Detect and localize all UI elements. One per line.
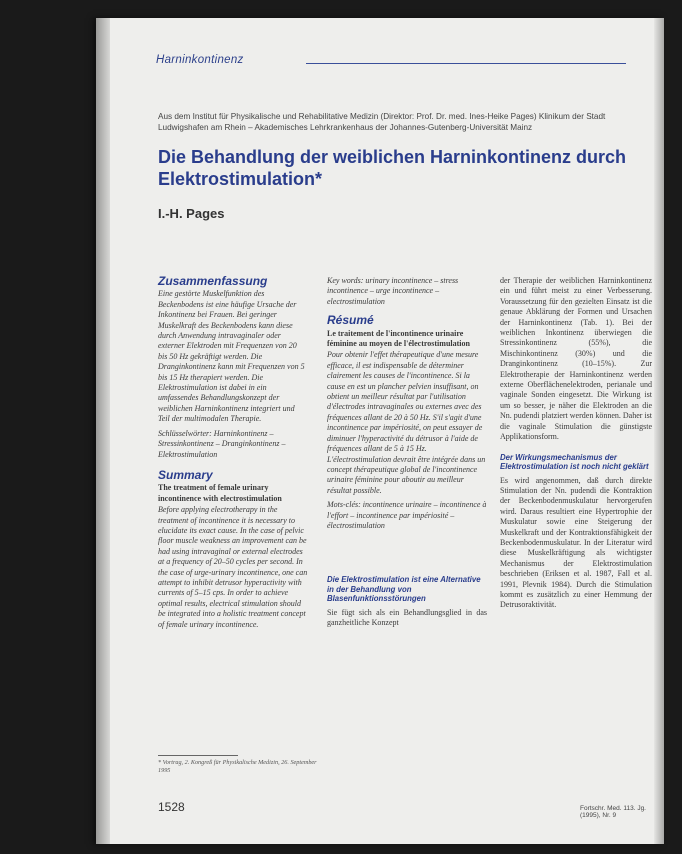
column-2 (327, 276, 487, 629)
zusammenfassung-keywords: Schlüsselwörter: Harninkontinenz – Stressinkontinenz – Dranginkontinenz – Elektrostimulation (158, 428, 286, 459)
col2-body: Sie fügt sich als ein Behandlungsglied in das ganzheitliche Konzept (327, 607, 487, 628)
summary-keywords: Key words: urinary incontinence – stress incontinence – urge incontinence – electrostimulation (327, 276, 459, 306)
summary-subtitle: The treatment of female urinary incontinence with electrostimulation (158, 483, 282, 503)
author: I.-H. Pages (158, 206, 225, 221)
col3-subheading: Der Wirkungsmechanismus der Elektrostimulation ist noch nicht geklärt (500, 452, 649, 471)
page-edge (654, 18, 664, 844)
summary-text: Before applying electrotherapy in the treatment of incontinence it is necessary to elucidate its exact cause. In the case of pelvic floor muscle weakness an improvement can be had using intravaginal or external electrodes at a frequency of 20–50 cycles per second. In the case of urge-urinary incontinence, one can attempt to inhibit detrusor hyperactivity with currents of 5–15 cps. In order to achieve optimal results, electrical stimulation should be integrated into a holistic treatment concept of female urinary incontinence. (158, 505, 308, 629)
resume-keywords: Mots-clés: incontinence urinaire – incontinence à l'effort – incontinence par impériosité – électrostimulation (327, 500, 487, 530)
column-3 (500, 276, 652, 611)
page-spine-shadow (96, 18, 110, 844)
resume-text: Pour obtenir l'effet thérapeutique d'une mesure efficace, il est indispensable de déterminer clairement les causes de l'incontinence. Si la cause en est un plancher pelvien insuffisant, on obtient un meilleur résultat par l'utilisation d'électrodes intravaginales ou externes avec des fréquences allant de 20 à 50 Hz. S'il s'agit d'une incontinence par impériosité, on peut essayer de diminuer l'hyperactivité du détrusor à l'aide de fréquences allant de 5 à 15 Hz. L'électrostimulation devrait être intégrée dans un concept thérapeutique global de l'incontinence urinaire féminine pour aboutir au meilleur résultat possible. (327, 350, 486, 495)
zusammenfassung-heading: Zusammenfassung (158, 274, 268, 288)
resume-subtitle: Le traitement de l'incontinence urinaire féminine au moyen de l'électrostimulation (327, 328, 470, 349)
summary-heading: Summary (158, 467, 213, 482)
resume-heading: Résumé (327, 313, 374, 328)
journal-reference: Fortschr. Med. 113. Jg. (1995), Nr. 9 (580, 805, 646, 819)
footnote: * Vortrag, 2. Kongreß für Physikalische Medizin, 26. September 1995 (158, 759, 317, 774)
section-header-rule (306, 63, 626, 64)
section-header: Harninkontinenz (156, 54, 244, 66)
zusammenfassung-text: Eine gestörte Muskelfunktion des Beckenbodens ist eine häufige Ursache der Inkontinenz bei Frauen. Bei geringer Muskelkraft des Beckenbodens kann diese durch Anwendung intravaginaler oder externer Elektroden mit Frequenzen von 20 bis 50 Hz gekräftigt werden. Die Dranginkontinenz kann mit Frequenzen von 5 bis 15 Hz therapiert werden. Die Elektrostimulation ist dabei in ein umfassendes Behandlungskonzept der weiblichen Harninkontinenz integriert und Teil der multimodalen Therapie. (158, 289, 305, 424)
col2-subheading: Die Elektrostimulation ist eine Alternative in der Behandlung von Blasenfunktionsstörungen (327, 575, 481, 604)
column-1 (158, 276, 308, 630)
col3-body-2: Es wird angenommen, daß durch direkte Stimulation der Nn. pudendi die Kontraktion der Beckenbodenmuskulatur hervorgerufen wird. Daraus resultiert eine Hypertrophie der Muskulatur sowie eine Steigerung der Muskelkraft und der Kontraktionsfähigkeit der Beckenbodenmuskulatur. In der Literatur wird diese Muskelkräftigung als wichtigster Mechanismus der Elektrostimulation beschrieben (Eriksen et al. 1987, Fall et al. 1991, Plevnik 1984). Durch die Stimulation kommt es zusätzlich zu einer Hemmung der Detrusoraktivität. (500, 475, 652, 610)
page-number: 1528 (158, 800, 185, 814)
journal-page (96, 18, 664, 844)
col3-body-1: der Therapie der weiblichen Harninkontinenz ein und führt meist zu einer Verbesserung. Voraussetzung für den gezielten Einsatz ist die genaue Abklärung der Formen und Ursachen der Harninkontinenz (Tab. 1). Bei der weiblichen Inkontinenz überwiegen die Stressinkontinenz (55%), die Mischinkontinenz (30%) und die Dranginkontinenz (10–15%). Zur Elektrotherapie der Harninkontinenz werden externe Oberflächenelektroden, perianale und vaginale Sonden eingesetzt. Die Wirkung ist um so besser, je näher die Elektroden an die Nn. pudendi platziert werden können. Daher ist die vaginale Stimulation die günstigste Applikationsform. (500, 276, 652, 442)
footnote-rule (158, 755, 238, 756)
affiliation: Aus dem Institut für Physikalische und Rehabilitative Medizin (Direktor: Prof. Dr. med. Ines-Heike Pages) Klinikum der Stadt Ludwigshafen am Rhein – Akademisches Lehrkrankenhaus der Johannes-Gutenberg-Universität Mainz (158, 112, 606, 132)
article-title: Die Behandlung der weiblichen Harninkontinenz durch Elektrostimulation* (158, 147, 627, 189)
